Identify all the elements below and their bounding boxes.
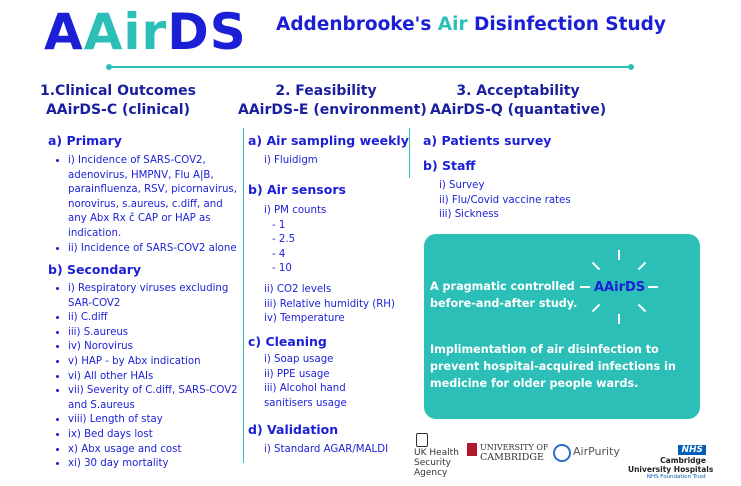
cambridge-line1: UNIVERSITY OF <box>480 443 549 452</box>
sensor-item: ii) CO2 levels <box>264 283 332 295</box>
col2-heading-line1: 2. Feasibility <box>275 83 377 99</box>
col2-heading <box>238 82 427 120</box>
page-title <box>276 14 666 35</box>
secondary-item: • vii) Severity of C.diff, SARS-COV2 and S.aureus <box>68 384 238 413</box>
divider-dot-right <box>628 64 634 70</box>
col1-heading-line2: AAirDS-C (clinical) <box>45 102 191 118</box>
nhs-trust: NHS Foundation Trust <box>646 474 706 480</box>
ukhsa-line: Agency <box>414 468 448 478</box>
col3-heading-line2: AAirDS-Q (quantative) <box>430 102 607 118</box>
nhs-line: Cambridge <box>660 456 706 465</box>
secondary-item: • v) HAP - by Abx indication <box>68 355 238 370</box>
air-sensors-list <box>264 204 404 327</box>
primary-title: a) Primary <box>48 133 122 148</box>
divider-dot-left <box>106 64 112 70</box>
shield-icon <box>467 443 477 456</box>
study-callout <box>424 234 700 419</box>
validation-title: d) Validation <box>248 422 339 437</box>
sensor-item: - 4 <box>272 248 286 260</box>
secondary-item: • iii) S.aureus <box>68 326 238 341</box>
logo-a: A <box>44 3 84 61</box>
col2-heading-line2: AAirDS-E (environment) <box>238 102 427 118</box>
staff-item: i) Survey <box>439 180 485 191</box>
title-pre: Addenbrooke's <box>276 14 438 35</box>
validation-item: i) Standard AGAR/MALDI <box>264 444 389 455</box>
staff-item: ii) Flu/Covid vaccine rates <box>439 194 571 206</box>
sun-ray-icon <box>592 262 600 270</box>
airpurity-icon <box>553 444 571 462</box>
aairds-logo <box>44 2 247 62</box>
secondary-item: • vi) All other HAIs <box>68 370 238 385</box>
title-post: Disinfection Study <box>467 14 666 35</box>
header-divider <box>110 66 630 68</box>
airpurity-text: AirPurity <box>573 445 620 458</box>
col1-heading <box>38 82 198 120</box>
callout-text-study-type: A pragmatic controlled before-and-after study. <box>430 280 578 310</box>
sensor-item: - 10 <box>272 263 292 275</box>
air-sampling-item: i) Fluidigm <box>264 155 318 166</box>
sun-ray-icon <box>618 250 620 260</box>
cleaning-item: iii) Alcohol hand sanitisers usage <box>264 383 347 409</box>
secondary-item: • i) Respiratory viruses excluding SAR-COV2 <box>68 282 238 311</box>
col1-heading-line1: 1.Clinical Outcomes <box>39 83 196 99</box>
cleaning-title: c) Cleaning <box>248 334 327 349</box>
secondary-item: • xi) 30 day mortality <box>68 457 238 472</box>
sensor-item: iv) Temperature <box>264 313 345 325</box>
title-air: Air <box>437 14 468 35</box>
primary-item: • ii) Incidence of SARS-COV2 alone <box>68 242 238 257</box>
secondary-item: • iv) Norovirus <box>68 340 238 355</box>
air-sensors-title: b) Air sensors <box>248 182 346 197</box>
logo-air: Air <box>83 3 168 61</box>
nhs-badge: NHS <box>678 445 706 455</box>
sun-ray-icon <box>580 286 590 288</box>
staff-title: b) Staff <box>423 158 476 173</box>
sun-ray-icon <box>638 304 646 312</box>
sun-ray-icon <box>648 286 658 288</box>
cleaning-list <box>264 353 394 411</box>
primary-list <box>48 154 238 256</box>
staff-list <box>439 179 639 223</box>
cleaning-item: ii) PPE usage <box>264 368 330 380</box>
column-divider-2 <box>409 128 410 178</box>
col3-heading-line1: 3. Acceptability <box>456 83 580 99</box>
patients-survey-title: a) Patients survey <box>423 133 552 148</box>
cleaning-item: i) Soap usage <box>264 354 334 365</box>
primary-item: • i) Incidence of SARS-COV2, adenovirus, HMPNV, Flu A|B, parainfluenza, RSV, picornavirus, norovirus, s.aureus, c.diff, and any Abx Rx č CAP or HAP as indication. <box>68 154 238 242</box>
col3-heading <box>430 82 606 120</box>
nhs-logo <box>628 437 714 481</box>
callout-badge: AAirDS <box>594 280 646 295</box>
logo-ds: DS <box>167 3 247 61</box>
callout-text-implementation: Implimentation of air disinfection to prevent hospital-acquired infections in medicine for older people wards. <box>430 343 676 390</box>
secondary-item: • viii) Length of stay <box>68 413 238 428</box>
secondary-title: b) Secondary <box>48 262 142 277</box>
secondary-item: • x) Abx usage and cost <box>68 443 238 458</box>
secondary-list <box>48 282 238 472</box>
ukhsa-line: Security <box>414 458 451 468</box>
ukhsa-line: UK Health <box>414 448 459 458</box>
secondary-item: • ix) Bed days lost <box>68 428 238 443</box>
nhs-line: University Hospitals <box>628 465 714 474</box>
sensor-item: - 2.5 <box>272 234 296 246</box>
sun-ray-icon <box>638 262 646 270</box>
air-sampling-title: a) Air sampling weekly <box>248 133 409 148</box>
sensor-item: iii) Relative humidity (RH) <box>264 298 395 310</box>
crest-icon <box>416 433 428 447</box>
sensor-item: i) PM counts <box>264 205 327 216</box>
column-divider-1 <box>243 128 244 463</box>
secondary-item: • ii) C.diff <box>68 311 238 326</box>
sensor-item: - 1 <box>272 219 286 231</box>
sun-ray-icon <box>618 314 620 324</box>
staff-item: iii) Sickness <box>439 209 499 221</box>
cambridge-line2: CAMBRIDGE <box>480 452 544 463</box>
